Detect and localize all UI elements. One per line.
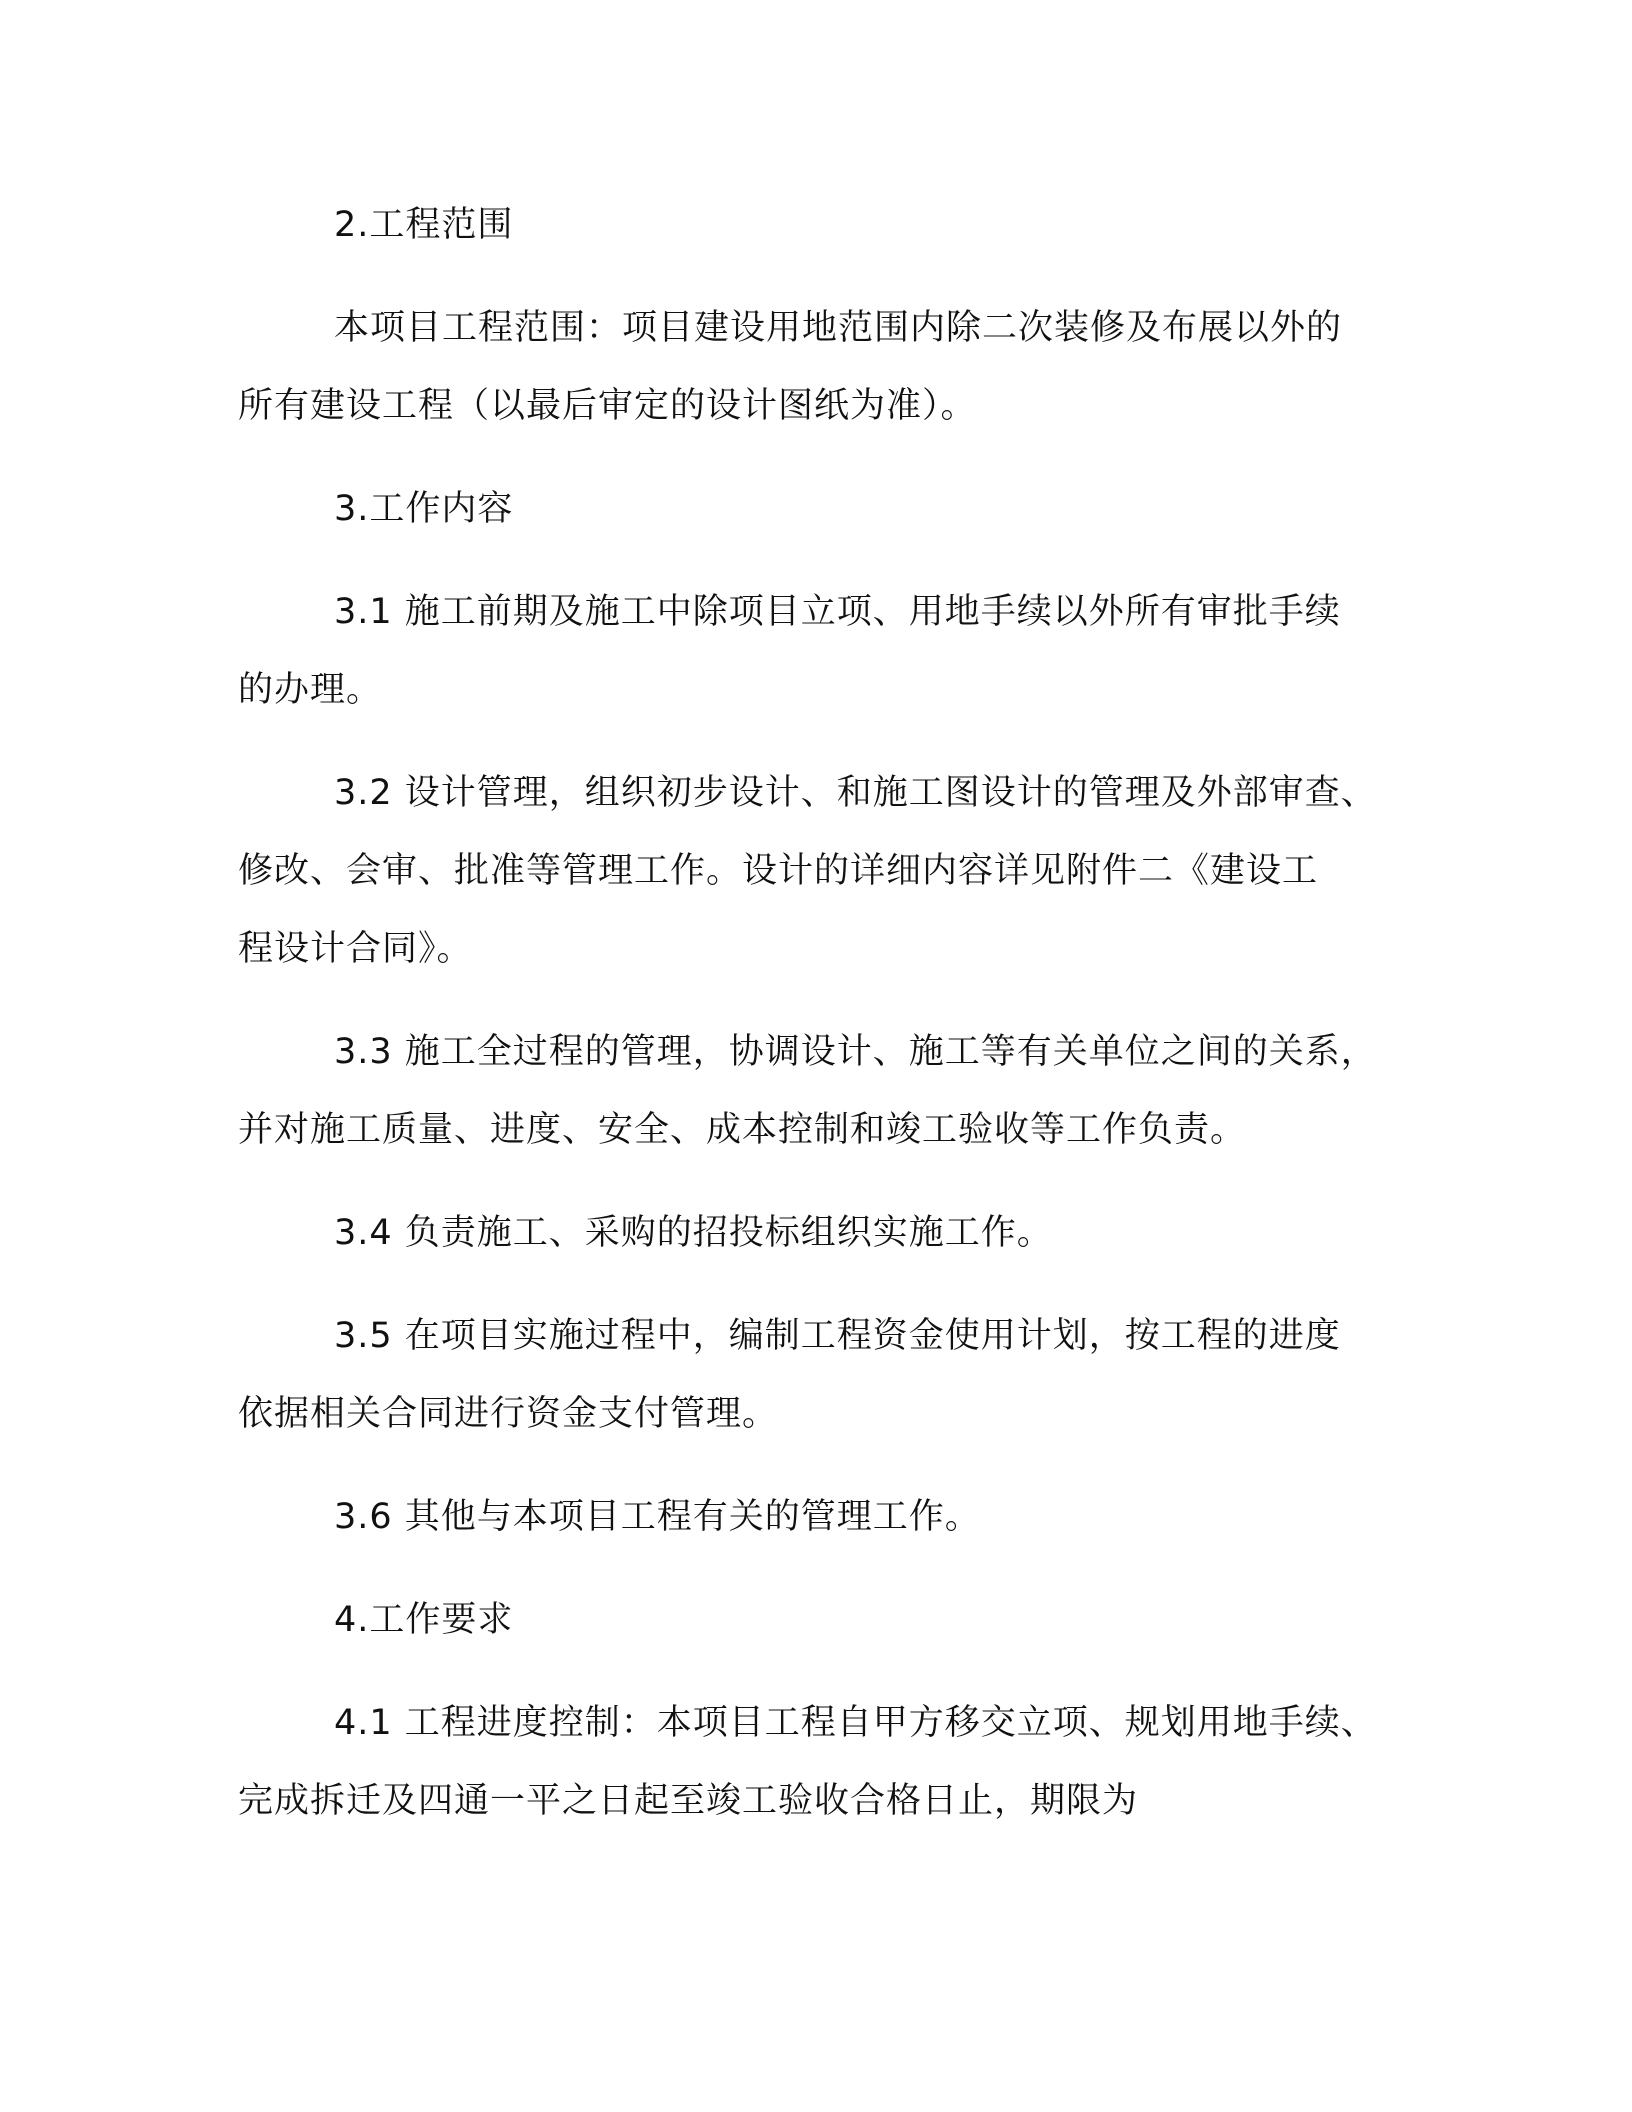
- text-line: 3.5 在项目实施过程中，编制工程资金使用计划，按工程的进度: [334, 1316, 1341, 1356]
- paragraph-engineering-scope: [238, 289, 1388, 445]
- text-line: 4.工作要求: [334, 1600, 514, 1640]
- text-line: 3.3 施工全过程的管理，协调设计、施工等有关单位之间的关系，: [334, 1032, 1377, 1072]
- document-body: [238, 186, 1388, 1865]
- paragraph-3-4: [238, 1194, 1388, 1272]
- paragraph-3-5: [238, 1297, 1388, 1453]
- text-line: 本项目工程范围：项目建设用地范围内除二次装修及布展以外的: [334, 308, 1343, 348]
- paragraph-3-6: [238, 1478, 1388, 1556]
- text-line: 3.工作内容: [334, 489, 514, 529]
- text-line: 3.6 其他与本项目工程有关的管理工作。: [334, 1497, 981, 1537]
- text-line: 4.1 工程进度控制：本项目工程自甲方移交立项、规划用地手续、: [334, 1703, 1377, 1743]
- text-line: 的办理。: [238, 670, 383, 710]
- text-line: 并对施工质量、进度、安全、成本控制和竣工验收等工作负责。: [238, 1110, 1247, 1150]
- text-line: 依据相关合同进行资金支付管理。: [238, 1394, 779, 1434]
- paragraph-3-1: [238, 573, 1388, 729]
- text-line: 完成拆迁及四通一平之日起至竣工验收合格日止，期限为: [238, 1781, 1139, 1821]
- paragraph-3-2: [238, 754, 1388, 988]
- text-line: 修改、会审、批准等管理工作。设计的详细内容详见附件二《建设工: [238, 851, 1319, 891]
- text-line: 2.工程范围: [334, 205, 514, 245]
- text-line: 所有建设工程（以最后审定的设计图纸为准）。: [238, 386, 977, 426]
- text-line: 程设计合同》。: [238, 929, 473, 969]
- text-line: 3.4 负责施工、采购的招投标组织实施工作。: [334, 1213, 1053, 1253]
- text-line: 3.1 施工前期及施工中除项目立项、用地手续以外所有审批手续: [334, 592, 1341, 632]
- heading-work-content: [238, 470, 1388, 548]
- heading-engineering-scope: [238, 186, 1388, 264]
- paragraph-4-1: [238, 1684, 1388, 1840]
- paragraph-3-3: [238, 1013, 1388, 1169]
- heading-work-requirements: [238, 1581, 1388, 1659]
- text-line: 3.2 设计管理，组织初步设计、和施工图设计的管理及外部审查、: [334, 773, 1377, 813]
